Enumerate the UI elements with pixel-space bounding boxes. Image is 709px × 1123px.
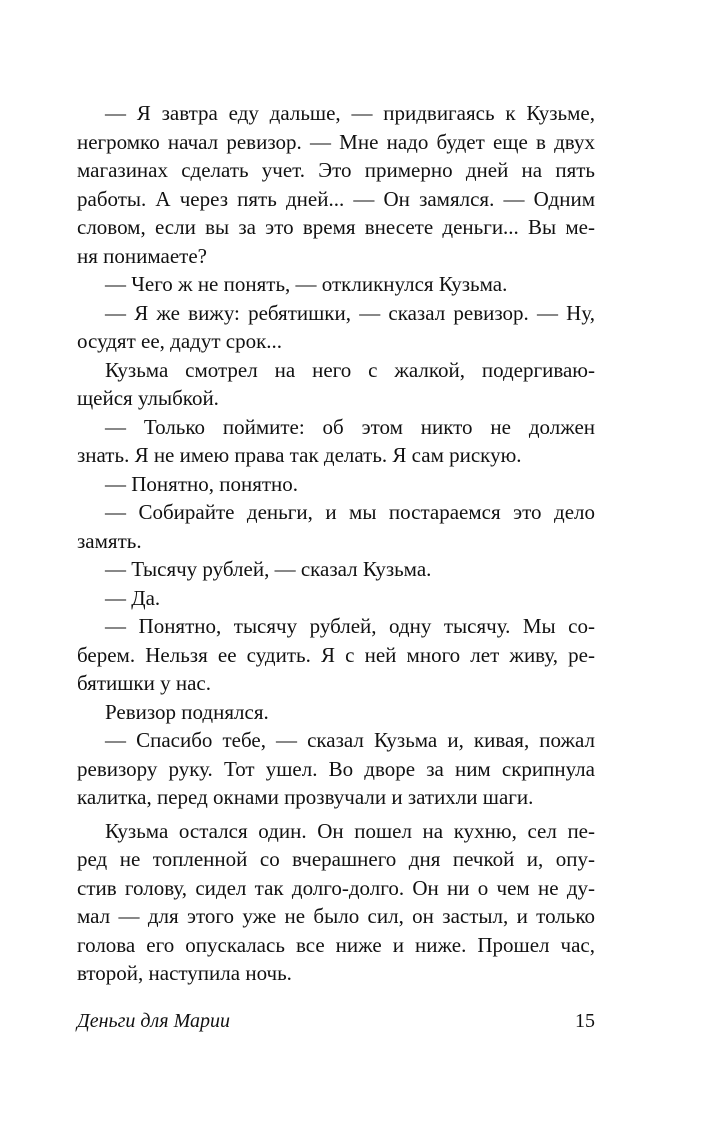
text-line: ня понимаете?	[77, 243, 207, 268]
text-line: калитка, перед окнами прозвучали и затихли шаги.	[77, 785, 534, 809]
page-number: 15	[575, 1010, 595, 1032]
body-text	[77, 99, 595, 988]
paragraph	[77, 470, 595, 499]
paragraph	[77, 99, 595, 270]
text-line: ред не топленной со вчерашнего дня печкой и, опу-	[77, 847, 595, 871]
text-line: знать. Я не имею права так делать. Я сам рискую.	[77, 443, 522, 467]
text-line: — Чего ж не понять, — откликнулся Кузьма.	[105, 272, 508, 296]
paragraph	[77, 356, 595, 413]
text-line: ревизору руку. Тот ушел. Во дворе за ним скрипнула	[77, 756, 595, 781]
paragraph	[77, 584, 595, 613]
text-line: замять.	[77, 528, 142, 553]
text-line: берем. Нельзя ее судить. Я с ней много лет живу, ре-	[77, 642, 595, 667]
text-line: второй, наступила ночь.	[77, 961, 292, 985]
text-line: Кузьма остался один. Он пошел на кухню, сел пе-	[105, 818, 595, 843]
text-line: негромко начал ревизор. — Мне надо будет еще в двух	[77, 129, 595, 154]
text-line: — Собирайте деньги, и мы постараемся это дело	[105, 500, 595, 524]
text-line: — Понятно, тысячу рублей, одну тысячу. Мы со-	[105, 614, 595, 638]
text-line: — Спасибо тебе, — сказал Кузьма и, кивая, пожал	[105, 728, 595, 752]
text-line: щейся улыбкой.	[77, 386, 219, 410]
page-footer	[77, 1010, 595, 1038]
text-line: голова его опускалась все ниже и ниже. Прошел час,	[77, 932, 595, 957]
text-line: — Понятно, понятно.	[105, 471, 299, 496]
paragraph	[77, 555, 595, 584]
text-line: бятишки у нас.	[77, 671, 211, 695]
paragraph	[77, 612, 595, 698]
text-line: — Тысячу рублей, — сказал Кузьма.	[105, 557, 432, 581]
paragraph	[77, 270, 595, 299]
text-line: — Да.	[105, 585, 161, 610]
text-line: работы. А через пять дней... — Он замялся. — Одним	[77, 186, 595, 211]
paragraph	[77, 726, 595, 812]
text-line: словом, если вы за это время внесете деньги... Вы ме-	[77, 215, 595, 239]
text-line: мал — для этого уже не было сил, он застыл, и только	[77, 904, 595, 928]
paragraph	[77, 817, 595, 988]
text-line: Кузьма смотрел на него с жалкой, подергиваю-	[105, 357, 595, 382]
text-line: магазинах сделать учет. Это примерно дней на пять	[77, 158, 595, 182]
paragraph	[77, 299, 595, 356]
text-line: — Я завтра еду дальше, — придвигаясь к Кузьме,	[105, 101, 595, 125]
running-title: Деньги для Марии	[77, 1010, 230, 1032]
text-line: Ревизор поднялся.	[105, 699, 269, 724]
paragraph	[77, 498, 595, 555]
paragraph	[77, 413, 595, 470]
text-line: — Я же вижу: ребятишки, — сказал ревизор. — Ну,	[105, 300, 595, 325]
paragraph	[77, 698, 595, 727]
text-line: осудят ее, дадут срок...	[77, 329, 283, 353]
text-line: — Только поймите: об этом никто не должен	[105, 414, 595, 439]
text-line: стив голову, сидел так долго-долго. Он ни о чем не ду-	[77, 875, 595, 900]
